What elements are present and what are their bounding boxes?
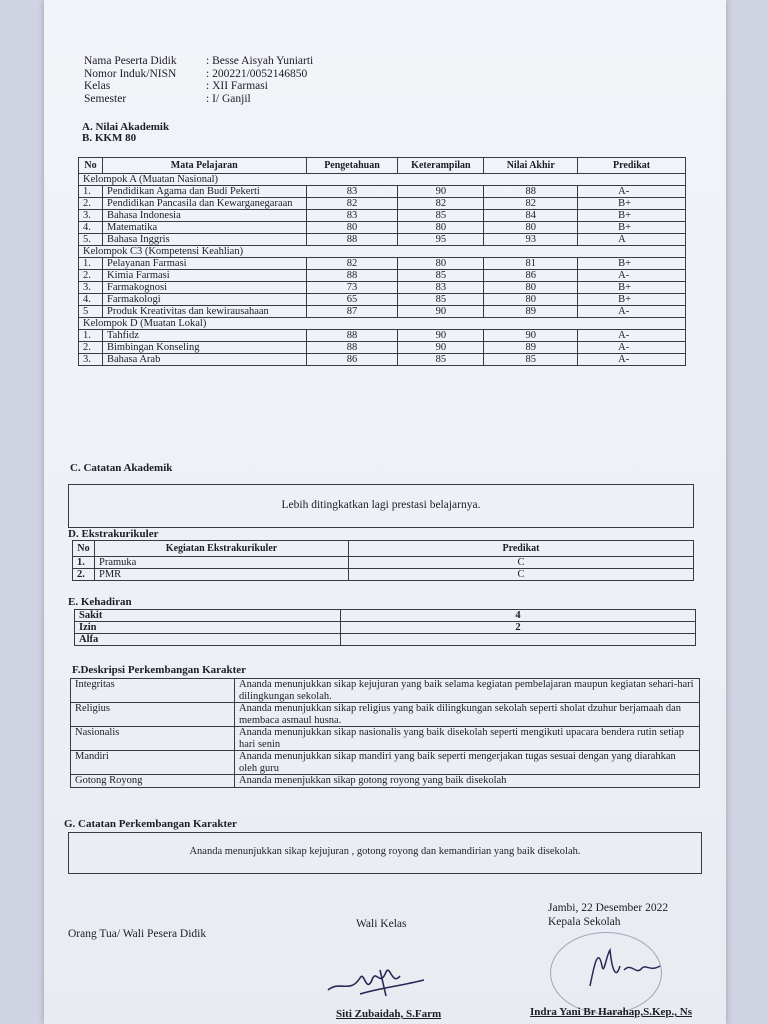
cell-knowledge: 88 (306, 270, 398, 282)
cell-skill: 85 (398, 270, 484, 282)
group-title: Kelompok A (Muatan Nasional) (79, 174, 686, 186)
header-no: No (79, 158, 103, 174)
identity-row-nisn (84, 68, 313, 81)
cell-no: 4. (79, 294, 103, 306)
cell-predicate: A- (578, 186, 686, 198)
group-row (79, 246, 686, 258)
cell-subject: Farmakognosi (102, 282, 306, 294)
identity-value: : XII Farmasi (206, 80, 268, 92)
character-row (71, 775, 700, 788)
identity-label: Nama Peserta Didik (84, 55, 177, 67)
character-trait: Nasionalis (71, 727, 235, 751)
table-row (79, 186, 686, 198)
cell-skill: 90 (398, 186, 484, 198)
cell-predicate: B+ (578, 210, 686, 222)
principal-signature (580, 936, 670, 996)
cell-skill: 90 (398, 342, 484, 354)
section-f-heading: F.Deskripsi Perkembangan Karakter (72, 664, 247, 676)
cell-no: 1. (79, 330, 103, 342)
ekstra-predicate: C (349, 557, 694, 569)
cell-subject: Bahasa Inggris (102, 234, 306, 246)
identity-row-name (84, 55, 313, 68)
cell-predicate: A- (578, 306, 686, 318)
cell-final: 86 (484, 270, 578, 282)
table-row (79, 270, 686, 282)
report-card-sheet (44, 0, 726, 1024)
place-date: Jambi, 22 Desember 2022 (548, 902, 669, 914)
cell-predicate: A- (578, 354, 686, 366)
character-row (71, 703, 700, 727)
cell-knowledge: 82 (306, 198, 398, 210)
header-final: Nilai Akhir (484, 158, 578, 174)
table-row (79, 306, 686, 318)
ekstra-no: 2. (73, 569, 95, 581)
cell-final: 80 (484, 222, 578, 234)
table-row (73, 569, 694, 581)
attendance-label: Alfa (75, 634, 341, 646)
ekstra-name: Pramuka (95, 557, 349, 569)
homeroom-signature (320, 950, 430, 1002)
cell-no: 2. (79, 198, 103, 210)
cell-no: 5 (79, 306, 103, 318)
ekstra-name: PMR (95, 569, 349, 581)
identity-label: Nomor Induk/NISN (84, 67, 177, 80)
cell-knowledge: 88 (306, 342, 398, 354)
table-row (79, 354, 686, 366)
header-knowledge: Pengetahuan (306, 158, 398, 174)
attendance-label: Sakit (75, 610, 341, 622)
cell-knowledge: 88 (306, 234, 398, 246)
table-row (79, 342, 686, 354)
cell-knowledge: 82 (306, 258, 398, 270)
cell-final: 84 (484, 210, 578, 222)
cell-subject: Produk Kreativitas dan kewirausahaan (102, 306, 306, 318)
section-c-heading: C. Catatan Akademik (70, 462, 173, 474)
cell-predicate: B+ (578, 294, 686, 306)
cell-skill: 80 (398, 258, 484, 270)
cell-subject: Tahfidz (102, 330, 306, 342)
character-desc: Ananda menunjukkan sikap mandiri yang baik seperti mengerjakan tugas sesuai dengan yang diarahkan oleh guru (235, 751, 700, 775)
ekstra-header-activity: Kegiatan Ekstrakurikuler (95, 541, 349, 557)
homeroom-name: Siti Zubaidah, S.Farm (336, 1008, 442, 1020)
section-e-heading: E. Kehadiran (68, 596, 132, 608)
cell-subject: Pendidikan Agama dan Budi Pekerti (102, 186, 306, 198)
character-desc: Ananda menunjukkan sikap religius yang baik dilingkungan sekolah seperti sholat dzuhur berjamaah dan membaca asmaul husna. (235, 703, 700, 727)
table-row (73, 557, 694, 569)
cell-skill: 90 (398, 330, 484, 342)
cell-no: 4. (79, 222, 103, 234)
attendance-row (75, 634, 696, 646)
cell-skill: 80 (398, 222, 484, 234)
table-row (79, 294, 686, 306)
cell-final: 81 (484, 258, 578, 270)
table-row (79, 330, 686, 342)
ekstra-no: 1. (73, 557, 95, 569)
identity-value: : Besse Aisyah Yuniarti (206, 55, 314, 67)
character-row (71, 727, 700, 751)
academic-note-box (68, 484, 694, 528)
character-desc: Ananda menenjukkan sikap gotong royong yang baik disekolah (235, 775, 700, 788)
cell-subject: Farmakologi (102, 294, 306, 306)
cell-knowledge: 83 (306, 210, 398, 222)
identity-value: : I/ Ganjil (206, 92, 251, 105)
parent-signature-label: Orang Tua/ Wali Pesera Didik (68, 928, 207, 940)
character-row (71, 679, 700, 703)
grades-header-row (79, 158, 686, 174)
cell-subject: Kimia Farmasi (102, 270, 306, 282)
character-desc: Ananda menunjukkan sikap nasionalis yang baik disekolah seperti mengikuti upacara bendera rutin setiap hari senin (235, 727, 700, 751)
identity-label: Kelas (84, 80, 111, 92)
cell-predicate: A- (578, 330, 686, 342)
cell-no: 2. (79, 342, 103, 354)
character-note-text: Ananda menunjukkan sikap kejujuran , gotong royong dan kemandirian yang baik disekolah. (189, 846, 581, 857)
cell-predicate: A- (578, 270, 686, 282)
attendance-value: 2 (341, 622, 696, 634)
section-a-heading: A. Nilai Akademik (82, 121, 170, 133)
character-trait: Religius (71, 703, 235, 727)
identity-row-class (84, 80, 313, 93)
cell-skill: 85 (398, 210, 484, 222)
attendance-row (75, 610, 696, 622)
cell-skill: 85 (398, 294, 484, 306)
table-row (79, 258, 686, 270)
identity-label: Semester (84, 92, 127, 105)
character-trait: Integritas (71, 679, 235, 703)
cell-knowledge: 86 (306, 354, 398, 366)
character-row (71, 751, 700, 775)
cell-predicate: A (578, 234, 686, 246)
cell-knowledge: 80 (306, 222, 398, 234)
cell-no: 2. (79, 270, 103, 282)
cell-knowledge: 83 (306, 186, 398, 198)
principal-label: Kepala Sekolah (548, 916, 621, 928)
character-note-box (68, 832, 702, 874)
table-row (79, 234, 686, 246)
cell-knowledge: 73 (306, 282, 398, 294)
character-table (70, 678, 700, 788)
attendance-row (75, 622, 696, 634)
cell-no: 3. (79, 210, 103, 222)
principal-name: Indra Yani Br Harahap,S.Kep., Ns (530, 1006, 692, 1018)
cell-final: 82 (484, 198, 578, 210)
character-trait: Gotong Royong (71, 775, 235, 788)
homeroom-label: Wali Kelas (356, 918, 407, 930)
cell-final: 89 (484, 342, 578, 354)
section-b-heading: B. KKM 80 (82, 132, 137, 144)
cell-knowledge: 65 (306, 294, 398, 306)
cell-no: 1. (79, 186, 103, 198)
cell-predicate: B+ (578, 258, 686, 270)
cell-final: 80 (484, 294, 578, 306)
cell-final: 90 (484, 330, 578, 342)
cell-predicate: B+ (578, 222, 686, 234)
student-identity (84, 55, 313, 105)
extracurricular-table (72, 540, 694, 581)
identity-value: : 200221/0052146850 (206, 67, 308, 80)
attendance-label: Izin (75, 622, 341, 634)
cell-final: 89 (484, 306, 578, 318)
attendance-value: 4 (341, 610, 696, 622)
ekstra-header-predicate: Predikat (349, 541, 694, 557)
cell-final: 85 (484, 354, 578, 366)
table-row (79, 282, 686, 294)
section-d-heading: D. Ekstrakurikuler (68, 528, 159, 540)
cell-no: 3. (79, 354, 103, 366)
ekstra-header-no: No (73, 541, 95, 557)
table-row (79, 222, 686, 234)
identity-row-semester (84, 93, 313, 106)
group-row (79, 318, 686, 330)
cell-skill: 95 (398, 234, 484, 246)
cell-skill: 90 (398, 306, 484, 318)
cell-final: 93 (484, 234, 578, 246)
cell-knowledge: 87 (306, 306, 398, 318)
cell-subject: Matematika (102, 222, 306, 234)
character-desc: Ananda menunjukkan sikap kejujuran yang baik selama kegiatan pembelajaran maupun kegiatan sehari-hari dilingkungan sekolah. (235, 679, 700, 703)
ekstra-header-row (73, 541, 694, 557)
cell-subject: Pelayanan Farmasi (102, 258, 306, 270)
grades-table (78, 157, 686, 366)
cell-subject: Bahasa Indonesia (102, 210, 306, 222)
section-g-heading: G. Catatan Perkembangan Karakter (64, 818, 237, 830)
group-title: Kelompok D (Muatan Lokal) (79, 318, 686, 330)
cell-no: 5. (79, 234, 103, 246)
cell-predicate: B+ (578, 198, 686, 210)
cell-skill: 85 (398, 354, 484, 366)
cell-subject: Pendidikan Pancasila dan Kewarganegaraan (102, 198, 306, 210)
cell-skill: 83 (398, 282, 484, 294)
cell-no: 3. (79, 282, 103, 294)
academic-note-text: Lebih ditingkatkan lagi prestasi belajarnya. (281, 499, 481, 511)
header-skill: Keterampilan (398, 158, 484, 174)
header-subject: Mata Pelajaran (102, 158, 306, 174)
cell-skill: 82 (398, 198, 484, 210)
cell-subject: Bimbingan Konseling (102, 342, 306, 354)
cell-predicate: A- (578, 342, 686, 354)
header-predicate: Predikat (578, 158, 686, 174)
cell-final: 88 (484, 186, 578, 198)
cell-no: 1. (79, 258, 103, 270)
character-trait: Mandiri (71, 751, 235, 775)
cell-predicate: B+ (578, 282, 686, 294)
cell-knowledge: 88 (306, 330, 398, 342)
cell-final: 80 (484, 282, 578, 294)
table-row (79, 198, 686, 210)
group-row (79, 174, 686, 186)
attendance-table (74, 609, 696, 646)
cell-subject: Bahasa Arab (102, 354, 306, 366)
group-title: Kelompok C3 (Kompetensi Keahlian) (79, 246, 686, 258)
table-row (79, 210, 686, 222)
ekstra-predicate: C (349, 569, 694, 581)
attendance-value (341, 634, 696, 646)
